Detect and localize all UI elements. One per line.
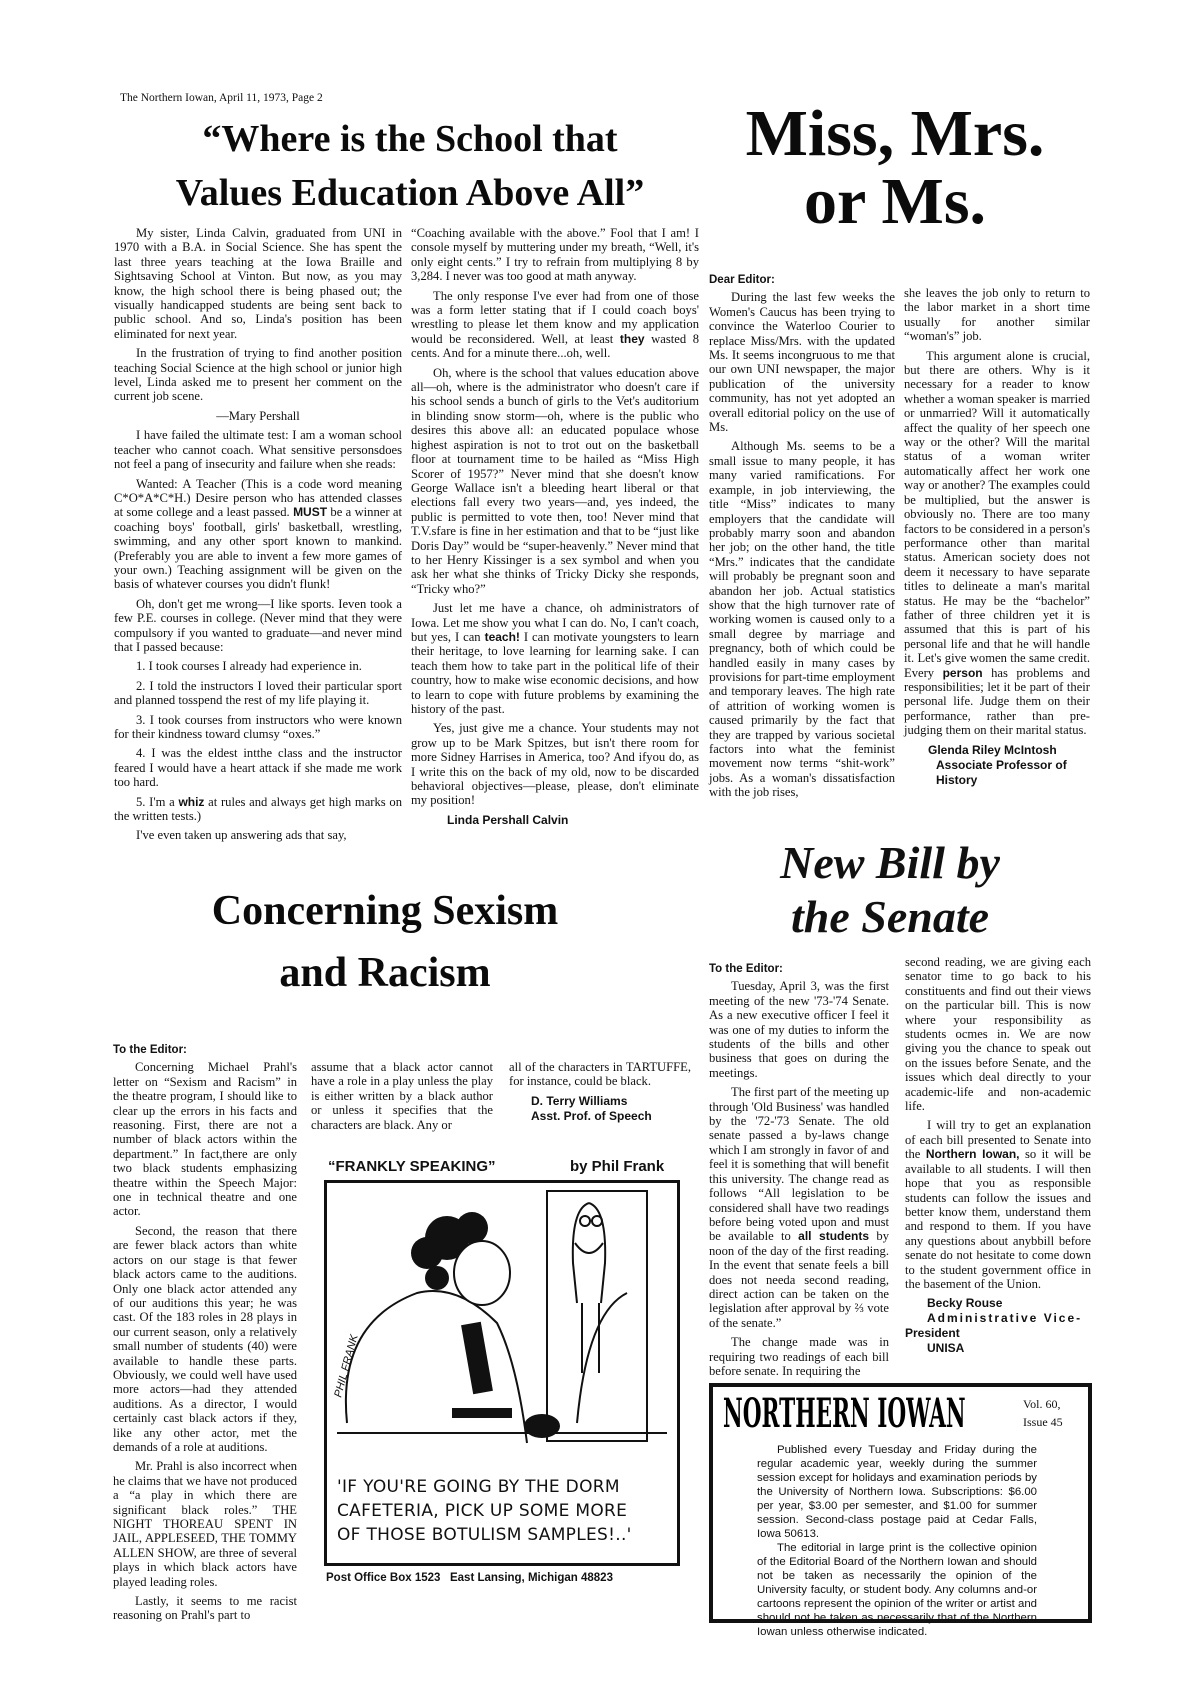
text: Concerning Michael Prahl's letter on “Sexism and Racism” in the theatre program, I should like to clear up the errors in his facts and reasoning. First, there are not a number of black actors within the department.” In fact,there are only two black students emphasizing theatre within the Speech Major: one in technical theatre and one actor. bbox=[113, 1060, 297, 1219]
caption-line: CAFETERIA, PICK UP SOME MORE bbox=[337, 1501, 628, 1521]
paragraph bbox=[411, 226, 699, 284]
signature-org: UNISA bbox=[927, 1341, 965, 1356]
text: 4. I was the eldest intthe class and the instructor feared I would have a heart attack if she made me work too hard. bbox=[114, 746, 402, 790]
paragraph bbox=[411, 721, 699, 807]
article-ms-col2 bbox=[904, 286, 1090, 788]
text: Second, the reason that there are fewer black actors than white actors on our stage is that fewer black actors came to the auditions. Only one black actor attended any of our auditions this year; he was cast. Of the 183 roles in 28 plays in our current season, only a relatively small number of students (40) were available to handle these parts. Obviously, we could well have used more actors—had they attended auditions. As a director, I would certainly cast black actors if they, like any other actor, met the demands of a role at auditions. bbox=[113, 1223, 297, 1454]
text: —Mary Pershall bbox=[216, 408, 300, 423]
headline-racism-line2: and Racism bbox=[279, 950, 491, 996]
headline-school bbox=[110, 112, 710, 220]
paragraph bbox=[114, 409, 402, 423]
article-senate-col2 bbox=[905, 955, 1091, 1356]
signature-name: Glenda Riley McIntosh bbox=[928, 742, 1057, 757]
signature-title: History bbox=[936, 772, 978, 787]
masthead-info bbox=[757, 1443, 1037, 1639]
signature-name: Becky Rouse bbox=[927, 1296, 1003, 1311]
text: This argument alone is crucial, but there are others. Why is it necessary for a reader to know whether a woman speaker is married or unmarried? Will it automatically affect the quality of her speech one way or the other? Will the marital status of a woman writer automatically affect her work one way or another? The examples could be multiplied, but the answer is obviously no. There are too many factors to be considered in a person's performance other than marital status. American society does not deem it necessary to have separate titles to delineate a man's marital status. He may be the “bachelor” father of three children yet it is assumed that this is part of his personal life and that he will handle it. Let's give women the same credit. Every bbox=[904, 348, 1090, 680]
paragraph bbox=[904, 286, 1090, 344]
signature-title: Administrative Vice- bbox=[927, 1311, 1083, 1326]
paragraph bbox=[113, 1459, 297, 1589]
scientist-body bbox=[346, 1291, 527, 1443]
paragraph bbox=[411, 289, 699, 361]
article-racism-col1 bbox=[113, 1043, 297, 1628]
cartoon-drawing bbox=[327, 1183, 677, 1473]
signature-linda: Linda Pershall Calvin bbox=[447, 812, 569, 827]
cartoon-caption bbox=[337, 1475, 632, 1547]
text: assume that a black actor cannot have a role in a play unless the play is either written by a black author or unless it specifies that the characters are black. Any or bbox=[311, 1060, 493, 1132]
paragraph bbox=[113, 1224, 297, 1455]
text: Oh, where is the school that values education above all—oh, where is the administrator who doesn't care if his school sends a bunch of girls to the Vet's auditorium in blinding snow storm—oh, where is the public who desires this above all: an educated populace whose highest aspiration is not to trot out on the basketball floor at tournament time to be hailed as “Miss High Scorer of 1957?” Never mind that she doesn't know George Wallace isn't a bleeding heart liberal or that elections fall every two years—and, yes indeed, the public is permitted to vote then, too! Never mind that T.V.sfare is fine in her estimation and that to be “just like Doris Day” would be “super-heavenly.” Never mind that to her Henry Kissinger is a sex symbol and when you ask her what she thinks of Tricky Dicky she responds, “Tricky who?” bbox=[411, 365, 699, 596]
editorial-disclaimer: The editorial in large print is the collective opinion of the Editorial Board of the Northern Iowan and should not be taken as necessarily the opinion of the University faculty, or student body. Any columns and-or cartoons represent the opinion of the writer or artist and should not be taken as necessarily that of the Northern Iowan unless otherwise indicated. bbox=[757, 1542, 1037, 1638]
text: The only response I've ever had from one of those was a form letter stating that if I could coach boys' wrestling to please let them know and my application would be reconsidered. Well, at least bbox=[411, 288, 699, 346]
bold-text: MUST bbox=[293, 505, 328, 520]
masthead-volume: Vol. 60, bbox=[1023, 1397, 1061, 1411]
article-school-col1 bbox=[114, 226, 402, 848]
headline-ms bbox=[700, 97, 1090, 238]
text: Mr. Prahl is also incorrect when he claims that we have not produced a “a play in which there are significant black roles.” THE NIGHT THOREAU SPENT IN JAIL, APPLESEED, THE TOMMY ALLEN SHOW, are three of several plays in which black actors have played leading roles. bbox=[113, 1459, 297, 1589]
article-racism-col3 bbox=[509, 1060, 691, 1124]
text: During the last few weeks the Women's Caucus has been trying to convince the Waterloo Courier to replace Miss/Mrs. with the updated Ms. It seems incongruous to me that our own UNI newspaper, the major publication of the university community, has not yet adopted an overall editorial policy on the use of Ms. bbox=[709, 290, 895, 435]
text: Yes, just give me a chance. Your students may not grow up to be Mark Spitzes, but isn't there room for more Sidney Harrises in America, too? And ifyou do, as I write this on the back of my old, now to be discarded behavioral objectives—please, please, don't eliminate my position! bbox=[411, 721, 699, 808]
text: second reading, we are giving each senator time to go back to his constituents and find out their views on the particular bill. This is now where your responsibility as students ocmes in. We are now giving you the chance to speak out on the issues before Senate, and the issues which deal directly to your academic-life and non-academic life. bbox=[905, 955, 1091, 1114]
article-senate-col2-body bbox=[905, 955, 1091, 1291]
text: 5. I'm a bbox=[136, 794, 179, 809]
paragraph bbox=[114, 828, 402, 842]
article-ms-col1 bbox=[709, 273, 895, 805]
paragraph bbox=[114, 795, 402, 824]
text: The first part of the meeting up through 'Old Business' was handled by the '72-'73 Senate. The old senate passed a by-laws change which I am strongly in favor of and feel it is something that will benefit this university. The change read as follows “All legislation to be considered shall have two readings before being voted upon and must be available to bbox=[709, 1085, 889, 1244]
text: I can motivate youngsters to learn their heritage, to love learning for learning sake. I can teach them how to take part in the political life of their country, how to make wise economic decisions, and how to learn to cope with future problems by examining the history of the past. bbox=[411, 629, 699, 716]
paragraph bbox=[905, 955, 1091, 1113]
article-racism-col2 bbox=[311, 1060, 493, 1137]
paragraph bbox=[411, 366, 699, 597]
paragraph bbox=[509, 1060, 691, 1089]
text: so it will be available to all students. I will then hope that you as responsible students can follow the issues and better know them, understand them and respond to them. If you have any questions about anybbill before senate do not hesitate to come down to the student government office in the basement of the Union. bbox=[905, 1147, 1091, 1291]
caption-line: OF THOSE BOTULISM SAMPLES!..' bbox=[337, 1525, 632, 1545]
paragraph bbox=[113, 1060, 297, 1218]
artist-signature: PHIL FRANK bbox=[332, 1333, 361, 1399]
bold-text: teach! bbox=[484, 629, 520, 644]
paragraph bbox=[709, 290, 895, 434]
signature-glenda bbox=[904, 743, 1090, 788]
cartoon-address: Post Office Box 1523 East Lansing, Michigan 48823 bbox=[326, 1572, 613, 1584]
paragraph bbox=[311, 1060, 493, 1132]
text: wasted 8 cents. And for a minute there...oh, well. bbox=[411, 331, 699, 361]
headline-racism-line1: Concerning Sexism bbox=[211, 888, 559, 934]
paragraph bbox=[114, 597, 402, 655]
masthead-box bbox=[709, 1383, 1092, 1638]
article-school-col2-body bbox=[411, 226, 699, 808]
paragraph bbox=[709, 979, 889, 1080]
headline-school-line2: Values Education Above All” bbox=[175, 172, 645, 214]
signature-name: D. Terry Williams bbox=[531, 1093, 628, 1108]
bold-text: person bbox=[942, 665, 983, 680]
headline-senate bbox=[740, 836, 1040, 944]
publication-info: Published every Tuesday and Friday during the regular academic year, weekly during the summer session except for holidays and examination periods by the University of Northern Iowa. Subscriptions: $6.00 per year, $3.00 per semester, and $1.00 for summer session. Second-class postage paid at Cedar Falls, Iowa 50613. bbox=[757, 1444, 1037, 1540]
microscope-icon bbox=[461, 1322, 493, 1394]
paragraph bbox=[411, 601, 699, 716]
text: The change made was in requiring two readings of each bill before senate. In requiring the bbox=[709, 1335, 889, 1378]
text: 1. I took courses I already had experience in. bbox=[136, 659, 362, 674]
paragraph bbox=[114, 713, 402, 742]
caption-line: 'IF YOU'RE GOING BY THE DORM bbox=[337, 1477, 620, 1497]
article-senate-col1-body bbox=[709, 979, 889, 1378]
page-folio: The Northern Iowan, April 11, 1973, Page 2 bbox=[120, 92, 323, 104]
paragraph bbox=[904, 349, 1090, 738]
signature-becky bbox=[905, 1296, 1091, 1356]
bottle bbox=[524, 1414, 560, 1438]
article-racism-col1-body bbox=[113, 1060, 297, 1622]
headline-ms-line2: or Ms. bbox=[803, 165, 987, 238]
headline-racism bbox=[130, 880, 640, 1004]
article-racism-col3-body bbox=[509, 1060, 691, 1089]
text: Just let me have a chance, oh administrators of Iowa. Let me show you what I can do. No, I can't coach, but yes, I can bbox=[411, 601, 699, 644]
salutation: To the Editor: bbox=[709, 963, 783, 975]
text: Tuesday, April 3, was the first meeting of the new '73-'74 Senate. As a new executive officer I feel it was one of my duties to inform the students of the bills and other business that goes on during the meetings. bbox=[709, 979, 889, 1080]
text: she leaves the job only to return to the labor market in a short time usually for another similar “woman's” job. bbox=[904, 286, 1090, 344]
doorway bbox=[547, 1191, 647, 1441]
cartoon-panel bbox=[324, 1180, 680, 1566]
signature-williams bbox=[509, 1094, 691, 1124]
headline-ms-line1: Miss, Mrs. bbox=[745, 97, 1045, 170]
text: at rules and always get high marks on the written tests.) bbox=[114, 794, 402, 824]
paragraph bbox=[114, 346, 402, 404]
text: be a winner at coaching boys' football, girls' basketball, wrestling, swimming, and any other sport known to mankind. (Preferably you are able to invent a few more games of your own.) Teaching assignment will be given on the basis of whatever courses you didn't flunk! bbox=[114, 505, 402, 592]
text: I've even taken up answering ads that say, bbox=[136, 828, 347, 843]
text: “Coaching available with the above.” Fool that I am! I console myself by muttering under my breath, “Well, it's only eight cents.” I try to refrain from multiplying 8 by 3,284. I never was too good at math anyway. bbox=[411, 226, 699, 284]
text: In the frustration of trying to find another position teaching Social Science at the high school or junior high level, Linda asked me to present her comment on the current job scene. bbox=[114, 346, 402, 404]
text: 2. I told the instructors I loved their particular sport and planned tosspend the rest of my life playing it. bbox=[114, 678, 402, 708]
paragraph bbox=[114, 477, 402, 592]
text: 3. I took courses from instructors who were known for their kindness toward clumsy “oxes.” bbox=[114, 712, 402, 741]
paragraph bbox=[709, 1085, 889, 1330]
headline-school-line1: “Where is the School that bbox=[202, 118, 618, 160]
signature-title: Associate Professor of bbox=[936, 757, 1067, 772]
text: by noon of the day of the first reading. In the event that senate feels a bill does not needa second reading, direct action can be taken on the legislation after approval by ⅔ vote of the senate.” bbox=[709, 1229, 890, 1330]
article-senate-col1 bbox=[709, 962, 889, 1383]
bold-text: they bbox=[619, 331, 645, 346]
paragraph bbox=[114, 746, 402, 789]
cartoon-title: “FRANKLY SPEAKING” bbox=[328, 1158, 496, 1175]
paragraph bbox=[114, 659, 402, 673]
paragraph bbox=[709, 439, 895, 799]
text: Oh, don't get me wrong—I like sports. Ieven took a few P.E. courses in college. (Never mind that they were compulsory if you wanted to graduate—and never mind that I passed because: bbox=[114, 596, 402, 654]
paragraph bbox=[709, 1335, 889, 1378]
bold-text: Northern Iowan, bbox=[925, 1147, 1020, 1162]
article-school-col2 bbox=[411, 226, 699, 828]
paragraph bbox=[114, 226, 402, 341]
headline-senate-line2: the Senate bbox=[790, 891, 990, 942]
cartoon-byline: by Phil Frank bbox=[570, 1158, 665, 1175]
article-ms-col1-body bbox=[709, 290, 895, 799]
text: Although Ms. seems to be a small issue to many people, it has many varied ramifications. For example, in job interviewing, the title “Miss” indicates to many employers that the candidate will probably marry soon and abandon her job; on the other hand, the title “Mrs.” indicates that the candidate will probably be pregnant soon and abandon her job. Actual statistics show that the high turnover rate of working women is caused only to a small degree by marriage and pregnancy, both of which could be handled easily in many cases by provisions for part-time employment and temporary leaves. The high rate of attrition of working women is caused primarily by the fact that they are trapped by various societal factors into what the feminist movement now terms “shit-work” jobs. As a woman's dissatisfaction with the job rises, bbox=[709, 439, 895, 800]
headline-senate-line1: New Bill by bbox=[780, 837, 1000, 888]
paragraph bbox=[113, 1594, 297, 1623]
text: My sister, Linda Calvin, graduated from UNI in 1970 with a B.A. in Social Science. She has spent the last three years teaching at the Iowa Braille and Sightsaving School at Vinton. But now, as you may know, the high school there is being phased out; the visually handicapped students are being sent back to public school. And so, Linda's position has been eliminated for next year. bbox=[114, 226, 402, 341]
text: I have failed the ultimate test: I am a woman school teacher who cannot coach. What sensitive personsdoes not feel a pang of insecurity and failure when she reads: bbox=[114, 428, 402, 472]
salutation: Dear Editor: bbox=[709, 274, 775, 286]
paragraph bbox=[114, 679, 402, 708]
text: all of the characters in TARTUFFE, for instance, could be black. bbox=[509, 1060, 691, 1089]
paragraph bbox=[905, 1118, 1091, 1291]
text: Wanted: A Teacher (This is a code word meaning C*O*A*C*H.) Desire person who has attended classes at some college and a least passed. bbox=[114, 476, 402, 520]
bold-text: all students bbox=[798, 1229, 870, 1244]
masthead-logo: NORTHERN IOWAN bbox=[723, 1391, 966, 1438]
paragraph bbox=[114, 428, 402, 471]
text: has problems and responsibilities; let it be part of their personal life. Judge them on their performance, rather than pre-judging them on their marital status. bbox=[904, 665, 1090, 738]
salutation: To the Editor: bbox=[113, 1044, 187, 1056]
woman-figure bbox=[573, 1203, 605, 1373]
article-ms-col2-body bbox=[904, 286, 1090, 738]
text: Lastly, it seems to me racist reasoning on Prahl's part to bbox=[113, 1594, 297, 1623]
signature-title: President bbox=[905, 1326, 960, 1341]
bold-text: whiz bbox=[178, 794, 205, 809]
text: I will try to get an explanation of each bill presented to Senate into the bbox=[905, 1118, 1091, 1162]
masthead-issue: Issue 45 bbox=[1023, 1415, 1063, 1429]
signature-title: Asst. Prof. of Speech bbox=[531, 1108, 652, 1123]
